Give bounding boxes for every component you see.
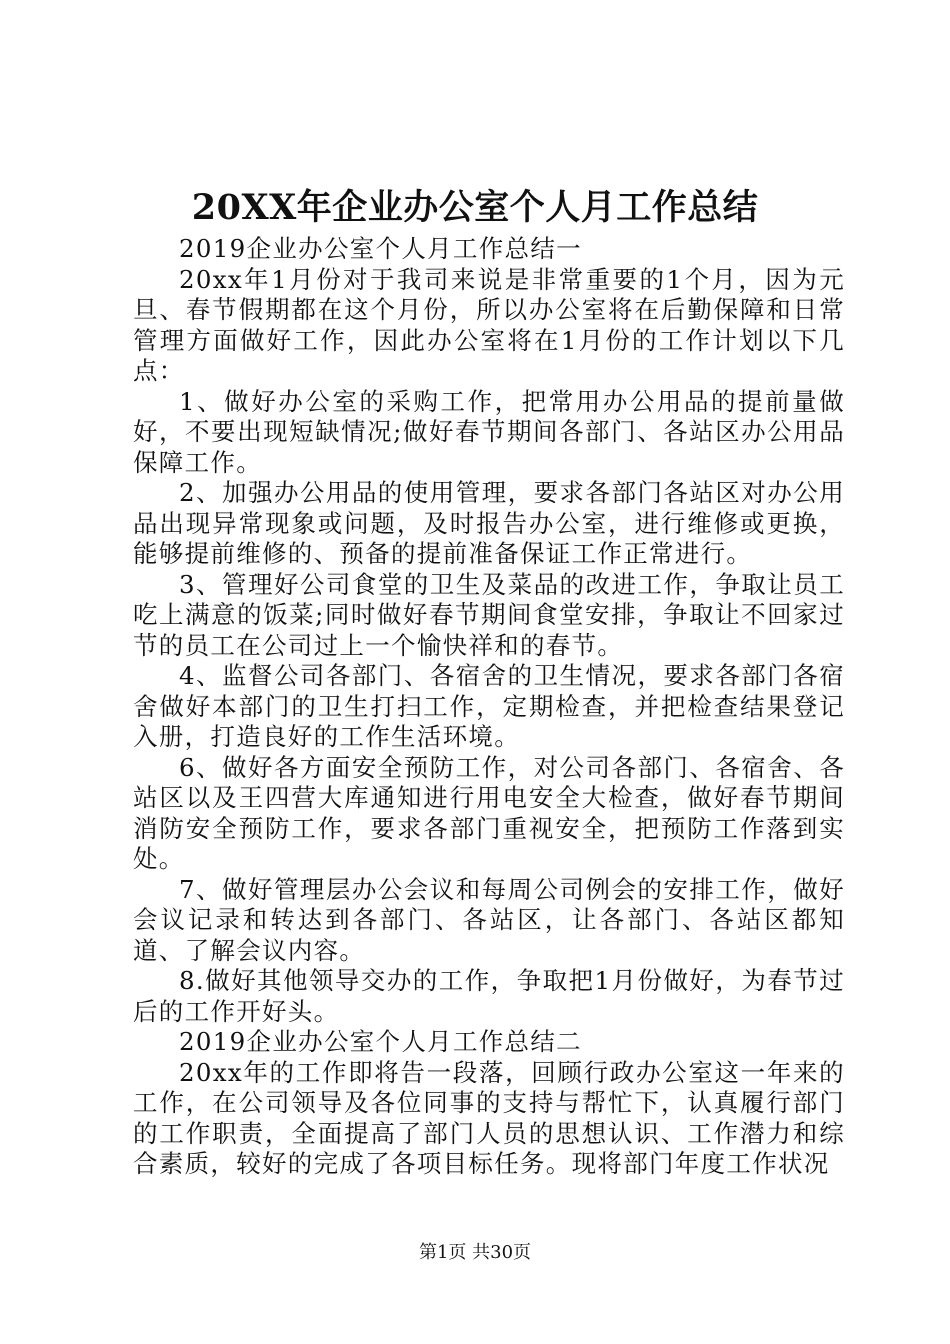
paragraph-item-8: 8.做好其他领导交办的工作，争取把1月份做好，为春节过后的工作开好头。 bbox=[133, 966, 845, 1026]
paragraph-item-7: 7、做好管理层办公会议和每周公司例会的安排工作，做好会议记录和转达到各部门、各站区，让各部门、各站区都知道、了解会议内容。 bbox=[133, 874, 845, 965]
document-body bbox=[133, 234, 845, 1180]
paragraph-section-heading-1: 2019企业办公室个人月工作总结一 bbox=[179, 234, 582, 263]
paragraph-item-3: 3、管理好公司食堂的卫生及菜品的改进工作，争取让员工吃上满意的饭菜;同时做好春节期间食堂安排，争取让不回家过节的员工在公司过上一个愉快祥和的春节。 bbox=[133, 569, 845, 660]
paragraph-item-6: 6、做好各方面安全预防工作，对公司各部门、各宿舍、各站区以及王四营大库通知进行用电安全大检查，做好春节期间消防安全预防工作，要求各部门重视安全，把预防工作落到实处。 bbox=[133, 752, 845, 873]
paragraph-intro: 20xx年1月份对于我司来说是非常重要的1个月，因为元旦、春节假期都在这个月份，所以办公室将在后勤保障和日常管理方面做好工作，因此办公室将在1月份的工作计划以下几点： bbox=[133, 264, 845, 385]
paragraph-item-2: 2、加强办公用品的使用管理，要求各部门各站区对办公用品出现异常现象或问题，及时报告办公室，进行维修或更换，能够提前维修的、预备的提前准备保证工作正常进行。 bbox=[133, 478, 845, 568]
paragraph-section-2-intro: 20xx年的工作即将告一段落，回顾行政办公室这一年来的工作，在公司领导及各位同事的支持与帮忙下，认真履行部门的工作职责，全面提高了部门人员的思想认识、工作潜力和综合素质，较好的完成了各项目标任务。现将部门年度工作状况 bbox=[133, 1057, 845, 1178]
paragraph-item-4: 4、监督公司各部门、各宿舍的卫生情况，要求各部门各宿舍做好本部门的卫生打扫工作，定期检查，并把检查结果登记入册，打造良好的工作生活环境。 bbox=[133, 661, 845, 751]
paragraph-section-heading-2: 2019企业办公室个人月工作总结二 bbox=[179, 1027, 582, 1056]
paragraph-item-1: 1、做好办公室的采购工作，把常用办公用品的提前量做好，不要出现短缺情况;做好春节期间各部门、各站区办公用品保障工作。 bbox=[133, 386, 845, 477]
document-title: 20XX年企业办公室个人月工作总结 bbox=[191, 187, 759, 228]
page-number-footer: 第1页 共30页 bbox=[418, 1242, 532, 1263]
